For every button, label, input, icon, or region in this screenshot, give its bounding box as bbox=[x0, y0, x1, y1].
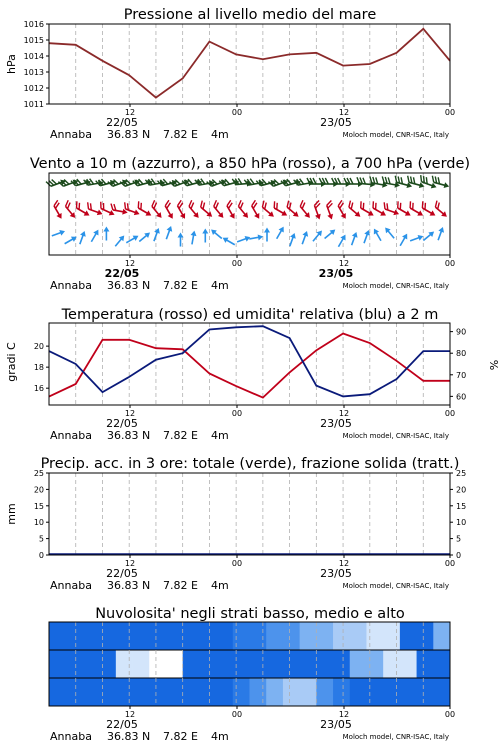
cloud-cell bbox=[383, 678, 400, 706]
10-m-wind-barb bbox=[103, 227, 109, 241]
barb-arrowhead bbox=[245, 234, 252, 241]
wind-x-tick-label: 12 bbox=[124, 259, 136, 268]
precipitation-y-tick-label: 15 bbox=[33, 501, 44, 511]
pressure-x-tick-label: 12 bbox=[338, 108, 350, 117]
cloud-cell bbox=[266, 650, 283, 678]
10-m-wind-barb bbox=[264, 228, 270, 242]
850-hpa-wind-barb bbox=[296, 200, 314, 220]
pressure-credit: Moloch model, CNR-ISAC, Italy bbox=[342, 131, 449, 139]
cloud-cell bbox=[383, 622, 400, 650]
barb-arrowhead bbox=[145, 210, 152, 218]
precipitation-y2-tick-label: 25 bbox=[456, 469, 467, 478]
cloud-cell bbox=[333, 622, 350, 650]
barb-arrowhead bbox=[133, 233, 140, 241]
barb-arrowhead bbox=[430, 210, 437, 218]
barb-arrowhead bbox=[340, 233, 348, 240]
humidity-y-tick-label: 70 bbox=[456, 370, 467, 380]
barb-feather bbox=[110, 204, 114, 210]
wind-station-lat: 36.83 N bbox=[107, 279, 151, 292]
barb-arrowhead bbox=[281, 210, 288, 218]
850-hpa-wind-barb bbox=[210, 200, 228, 220]
temperature-credit: Moloch model, CNR-ISAC, Italy bbox=[342, 432, 449, 440]
cloud-cell bbox=[216, 678, 233, 706]
pressure-y-tick-label: 1016 bbox=[23, 20, 44, 29]
wind-station-name: Annaba bbox=[50, 279, 92, 292]
barb-arrowhead bbox=[279, 225, 287, 232]
pressure-station-lat: 36.83 N bbox=[107, 128, 151, 141]
humidity-y-tick-label: 90 bbox=[456, 327, 467, 337]
wind-x-tick-label: 00 bbox=[444, 259, 456, 268]
barb-arrowhead bbox=[84, 210, 91, 218]
cloud-cell bbox=[266, 678, 283, 706]
barb-feather bbox=[381, 176, 385, 182]
cloud-cell bbox=[99, 650, 116, 678]
precipitation-y2-tick-label: 15 bbox=[456, 501, 467, 511]
temperature-x-tick-label: 00 bbox=[231, 409, 243, 418]
barb-arrowhead bbox=[59, 228, 66, 235]
barb-feather bbox=[350, 178, 353, 184]
wind-title: Vento a 10 m (azzurro), a 850 hPa (rosso), a 700 hPa (verde) bbox=[29, 156, 471, 172]
barb-arrowhead bbox=[180, 213, 188, 220]
850-hpa-wind-barb bbox=[234, 200, 252, 220]
wind-x-date-label: 22/05 bbox=[104, 267, 140, 280]
cloud-title: Nuvolosita' negli strati basso, medio e alto bbox=[95, 606, 405, 622]
cloud-cell bbox=[417, 678, 434, 706]
cloud-cell bbox=[250, 678, 267, 706]
wind-station-alt: 4m bbox=[211, 279, 229, 292]
pressure-ylabel: hPa bbox=[5, 54, 18, 74]
cloud-cell bbox=[66, 622, 83, 650]
10-m-wind-barb bbox=[202, 229, 208, 243]
pressure-y-tick-label: 1015 bbox=[23, 36, 44, 45]
10-m-wind-barb bbox=[137, 230, 152, 244]
cloud-cell bbox=[82, 622, 99, 650]
precipitation-panel bbox=[5, 456, 466, 592]
cloud-cell bbox=[350, 650, 367, 678]
temperature-station-alt: 4m bbox=[211, 429, 229, 442]
850-hpa-wind-barb bbox=[334, 200, 351, 220]
cloud-cell bbox=[400, 622, 417, 650]
temperature-station-lon: 7.82 E bbox=[163, 429, 198, 442]
temperature-x-tick-label: 12 bbox=[124, 409, 136, 418]
precipitation-y2-tick-label: 20 bbox=[456, 485, 467, 495]
cloud-cell bbox=[433, 622, 450, 650]
cloud-cell bbox=[417, 622, 434, 650]
precipitation-y2-tick-label: 0 bbox=[456, 551, 462, 560]
cloud-cell bbox=[82, 678, 99, 706]
temperature-y-tick-label: 18 bbox=[33, 363, 44, 373]
cloud-cell bbox=[149, 678, 166, 706]
cloud-cell bbox=[199, 678, 216, 706]
cloud-cell bbox=[350, 622, 367, 650]
cloud-cell bbox=[300, 650, 317, 678]
850-hpa-wind-barb bbox=[311, 200, 326, 220]
850-hpa-wind-barb bbox=[148, 200, 166, 220]
850-hpa-wind-barb bbox=[185, 200, 203, 220]
850-hpa-wind-barb bbox=[323, 200, 338, 220]
cloud-cell bbox=[266, 622, 283, 650]
cloud-cell bbox=[49, 650, 66, 678]
850-hpa-wind-barb bbox=[173, 200, 190, 220]
pressure-title: Pressione al livello medio del mare bbox=[123, 7, 377, 23]
10-m-wind-barb bbox=[398, 232, 410, 247]
cloud-cell bbox=[433, 678, 450, 706]
cloud-credit: Moloch model, CNR-ISAC, Italy bbox=[342, 733, 449, 741]
cloud-cell bbox=[116, 678, 133, 706]
precipitation-y-tick-label: 0 bbox=[38, 551, 44, 560]
850-hpa-wind-barb bbox=[196, 201, 216, 219]
barb-feather bbox=[419, 175, 424, 182]
precipitation-x-date-label: 22/05 bbox=[106, 567, 138, 580]
cloud-station-lon: 7.82 E bbox=[163, 730, 198, 743]
cloud-cell bbox=[66, 678, 83, 706]
barb-arrowhead bbox=[80, 230, 87, 237]
10-m-wind-barb bbox=[209, 227, 224, 241]
pressure-x-date-label: 22/05 bbox=[106, 116, 138, 129]
precipitation-title: Precip. acc. in 3 ore: totale (verde), frazione solida (tratt.) bbox=[40, 456, 460, 472]
temperature-x-date-label: 23/05 bbox=[320, 417, 352, 430]
10-m-wind-barb bbox=[189, 230, 197, 245]
cloud-cell bbox=[400, 650, 417, 678]
cloud-cell bbox=[183, 622, 200, 650]
cloud-cell bbox=[216, 622, 233, 650]
cloud-cell bbox=[116, 650, 133, 678]
cloud-cell bbox=[383, 650, 400, 678]
10-m-wind-barb bbox=[299, 230, 309, 245]
precipitation-y-tick-label: 10 bbox=[33, 518, 44, 528]
cloud-cell bbox=[99, 678, 116, 706]
cloud-cell bbox=[49, 678, 66, 706]
temperature-panel bbox=[5, 307, 500, 442]
cloud-cell bbox=[133, 650, 150, 678]
pressure-y-tick-label: 1012 bbox=[23, 84, 44, 93]
pressure-x-date-label: 23/05 bbox=[320, 116, 352, 129]
cloud-cell bbox=[166, 678, 183, 706]
barb-arrowhead bbox=[364, 229, 371, 236]
cloud-cell bbox=[216, 650, 233, 678]
cloud-x-date-label: 22/05 bbox=[106, 718, 138, 731]
wind-station-lon: 7.82 E bbox=[163, 279, 198, 292]
barb-arrowhead bbox=[327, 214, 334, 221]
precipitation-station-name: Annaba bbox=[50, 579, 92, 592]
barb-arrowhead bbox=[93, 228, 101, 235]
cloud-station-name: Annaba bbox=[50, 730, 92, 743]
10-m-wind-barb bbox=[125, 233, 140, 245]
barb-feather bbox=[123, 202, 128, 209]
barb-arrowhead bbox=[290, 232, 297, 239]
10-m-wind-barb bbox=[349, 231, 359, 246]
cloud-cell bbox=[350, 678, 367, 706]
temperature-x-tick-label: 00 bbox=[444, 409, 456, 418]
barb-arrowhead bbox=[221, 235, 228, 243]
cloud-cell bbox=[233, 650, 250, 678]
cloud-cell bbox=[233, 622, 250, 650]
wind-panel bbox=[30, 156, 470, 292]
cloud-cell bbox=[316, 622, 333, 650]
barb-feather bbox=[319, 178, 322, 184]
cloud-cell bbox=[166, 650, 183, 678]
precipitation-x-tick-label: 00 bbox=[444, 559, 456, 568]
10-m-wind-barb bbox=[383, 226, 397, 241]
barb-arrowhead bbox=[191, 230, 198, 236]
cloud-cell bbox=[283, 622, 300, 650]
barb-arrowhead bbox=[444, 182, 450, 189]
cloud-cell bbox=[366, 678, 383, 706]
barb-feather bbox=[344, 178, 347, 184]
temperature-y-tick-label: 20 bbox=[33, 342, 44, 352]
cloud-x-tick-label: 12 bbox=[124, 710, 136, 719]
precipitation-y-tick-label: 20 bbox=[33, 485, 44, 495]
pressure-series-line bbox=[49, 29, 450, 98]
cloud-cell bbox=[433, 650, 450, 678]
850-hpa-wind-barb bbox=[161, 200, 178, 220]
cloud-cell bbox=[99, 622, 116, 650]
cloud-cell bbox=[116, 622, 133, 650]
barb-arrowhead bbox=[134, 210, 141, 217]
cloud-cell bbox=[300, 678, 317, 706]
10-m-wind-barb bbox=[249, 234, 264, 242]
cloud-cell bbox=[149, 650, 166, 678]
cloud-station-lat: 36.83 N bbox=[107, 730, 151, 743]
cloud-x-tick-label: 00 bbox=[231, 710, 243, 719]
cloud-station-alt: 4m bbox=[211, 730, 229, 743]
wind-credit: Moloch model, CNR-ISAC, Italy bbox=[342, 282, 449, 290]
temperature-title: Temperatura (rosso) ed umidita' relativa (blu) a 2 m bbox=[61, 307, 439, 323]
pressure-x-tick-label: 00 bbox=[231, 108, 243, 117]
pressure-panel bbox=[5, 7, 455, 141]
10-m-wind-barb bbox=[89, 228, 101, 243]
cloud-cell bbox=[283, 678, 300, 706]
pressure-station-lon: 7.82 E bbox=[163, 128, 198, 141]
barb-feather bbox=[325, 178, 328, 184]
precipitation-credit: Moloch model, CNR-ISAC, Italy bbox=[342, 582, 449, 590]
cloud-cell bbox=[366, 650, 383, 678]
precipitation-y2-tick-label: 10 bbox=[456, 518, 467, 528]
barb-feather bbox=[382, 202, 387, 209]
10-m-wind-barb bbox=[274, 225, 286, 240]
pressure-y-tick-label: 1011 bbox=[23, 100, 44, 109]
10-m-wind-barb bbox=[435, 226, 445, 241]
barb-feather bbox=[313, 178, 316, 184]
barb-arrowhead bbox=[341, 213, 349, 220]
cloud-x-tick-label: 12 bbox=[338, 710, 350, 719]
temperature-ylabel: gradi C bbox=[5, 342, 18, 382]
pressure-x-tick-label: 12 bbox=[124, 108, 136, 117]
humidity-y-tick-label: 80 bbox=[456, 349, 467, 359]
cloud-cell bbox=[149, 622, 166, 650]
cloud-cell bbox=[316, 650, 333, 678]
cloud-cell bbox=[417, 650, 434, 678]
barb-arrowhead bbox=[202, 229, 208, 234]
10-m-wind-barb bbox=[311, 229, 325, 244]
precipitation-x-tick-label: 00 bbox=[231, 559, 243, 568]
cloud-panel bbox=[49, 606, 455, 743]
wind-x-tick-label: 12 bbox=[338, 259, 350, 268]
cloud-cell bbox=[183, 650, 200, 678]
10-m-wind-barb bbox=[163, 225, 173, 240]
10-m-wind-barb bbox=[236, 234, 251, 244]
10-m-wind-barb bbox=[287, 232, 297, 247]
cloud-cell bbox=[233, 678, 250, 706]
cloud-cell bbox=[82, 650, 99, 678]
pressure-y-tick-label: 1013 bbox=[23, 68, 44, 77]
precipitation-x-tick-label: 12 bbox=[338, 559, 350, 568]
cloud-cell bbox=[316, 678, 333, 706]
10-m-wind-barb bbox=[51, 228, 66, 238]
barb-arrowhead bbox=[154, 227, 161, 234]
barb-feather bbox=[86, 202, 91, 209]
precipitation-y2-tick-label: 5 bbox=[456, 534, 462, 544]
precipitation-station-alt: 4m bbox=[211, 579, 229, 592]
precipitation-x-tick-label: 12 bbox=[124, 559, 136, 568]
cloud-cell bbox=[250, 622, 267, 650]
barb-arrowhead bbox=[380, 210, 387, 218]
barb-arrowhead bbox=[103, 227, 109, 232]
precipitation-station-lat: 36.83 N bbox=[107, 579, 151, 592]
10-m-wind-barb bbox=[371, 227, 383, 242]
temperature-y-tick-label: 16 bbox=[33, 384, 44, 394]
wind-x-date-label: 23/05 bbox=[318, 267, 354, 280]
temperature-station-lat: 36.83 N bbox=[107, 429, 151, 442]
pressure-y-tick-label: 1014 bbox=[23, 52, 44, 61]
850-hpa-wind-barb bbox=[134, 201, 154, 218]
precipitation-ylabel: mm bbox=[5, 503, 18, 525]
barb-arrowhead bbox=[402, 232, 410, 239]
cloud-cell bbox=[300, 622, 317, 650]
barb-arrowhead bbox=[167, 225, 174, 232]
barb-feather bbox=[332, 178, 335, 184]
10-m-wind-barb bbox=[113, 234, 127, 249]
pressure-x-tick-label: 00 bbox=[444, 108, 456, 117]
precipitation-station-lon: 7.82 E bbox=[163, 579, 198, 592]
cloud-cell bbox=[333, 650, 350, 678]
barb-arrowhead bbox=[254, 213, 262, 220]
pressure-station-alt: 4m bbox=[211, 128, 229, 141]
cloud-cell bbox=[333, 678, 350, 706]
cloud-cell bbox=[199, 650, 216, 678]
850-hpa-wind-barb bbox=[418, 201, 438, 218]
wind-x-tick-label: 00 bbox=[231, 259, 243, 268]
barb-arrowhead bbox=[178, 233, 184, 238]
cloud-cell bbox=[66, 650, 83, 678]
cloud-cell bbox=[133, 678, 150, 706]
cloud-cell bbox=[166, 622, 183, 650]
barb-arrowhead bbox=[264, 228, 270, 233]
barb-arrowhead bbox=[302, 230, 309, 237]
cloud-cell bbox=[133, 622, 150, 650]
barb-arrowhead bbox=[71, 234, 78, 242]
barb-arrowhead bbox=[56, 213, 64, 220]
cloud-cell bbox=[400, 678, 417, 706]
humidity-series-line bbox=[49, 326, 450, 396]
barb-arrowhead bbox=[371, 227, 379, 234]
850-hpa-wind-barb bbox=[248, 200, 265, 220]
10-m-wind-barb bbox=[409, 233, 424, 243]
precipitation-y-tick-label: 5 bbox=[38, 534, 44, 544]
850-hpa-wind-barb bbox=[283, 201, 303, 219]
temperature-x-date-label: 22/05 bbox=[106, 417, 138, 430]
cloud-x-date-label: 23/05 bbox=[320, 718, 352, 731]
pressure-station-name: Annaba bbox=[50, 128, 92, 141]
barb-arrowhead bbox=[352, 231, 359, 238]
precipitation-frame bbox=[49, 473, 450, 555]
10-m-wind-barb bbox=[77, 230, 87, 245]
barb-arrowhead bbox=[368, 210, 375, 218]
850-hpa-wind-barb bbox=[223, 200, 240, 220]
barb-arrowhead bbox=[438, 226, 445, 233]
precipitation-y-tick-label: 25 bbox=[33, 469, 44, 478]
10-m-wind-barb bbox=[221, 235, 236, 247]
cloud-cell bbox=[283, 650, 300, 678]
cloud-cell bbox=[183, 678, 200, 706]
cloud-x-tick-label: 00 bbox=[444, 710, 456, 719]
temperature-station-name: Annaba bbox=[50, 429, 92, 442]
barb-feather bbox=[338, 178, 341, 184]
cloud-cell bbox=[366, 622, 383, 650]
10-m-wind-barb bbox=[336, 233, 348, 248]
humidity-ylabel: % bbox=[487, 359, 500, 371]
10-m-wind-barb bbox=[323, 227, 338, 241]
cloud-cell bbox=[199, 622, 216, 650]
temperature-x-tick-label: 12 bbox=[338, 409, 350, 418]
barb-arrowhead bbox=[405, 210, 412, 218]
humidity-y-tick-label: 60 bbox=[456, 392, 467, 402]
850-hpa-wind-barb bbox=[50, 200, 67, 220]
barb-arrowhead bbox=[109, 210, 116, 218]
precipitation-x-date-label: 23/05 bbox=[320, 567, 352, 580]
cloud-cell bbox=[250, 650, 267, 678]
barb-arrowhead bbox=[168, 213, 176, 220]
850-hpa-wind-barb bbox=[431, 201, 451, 219]
cloud-cell bbox=[49, 622, 66, 650]
